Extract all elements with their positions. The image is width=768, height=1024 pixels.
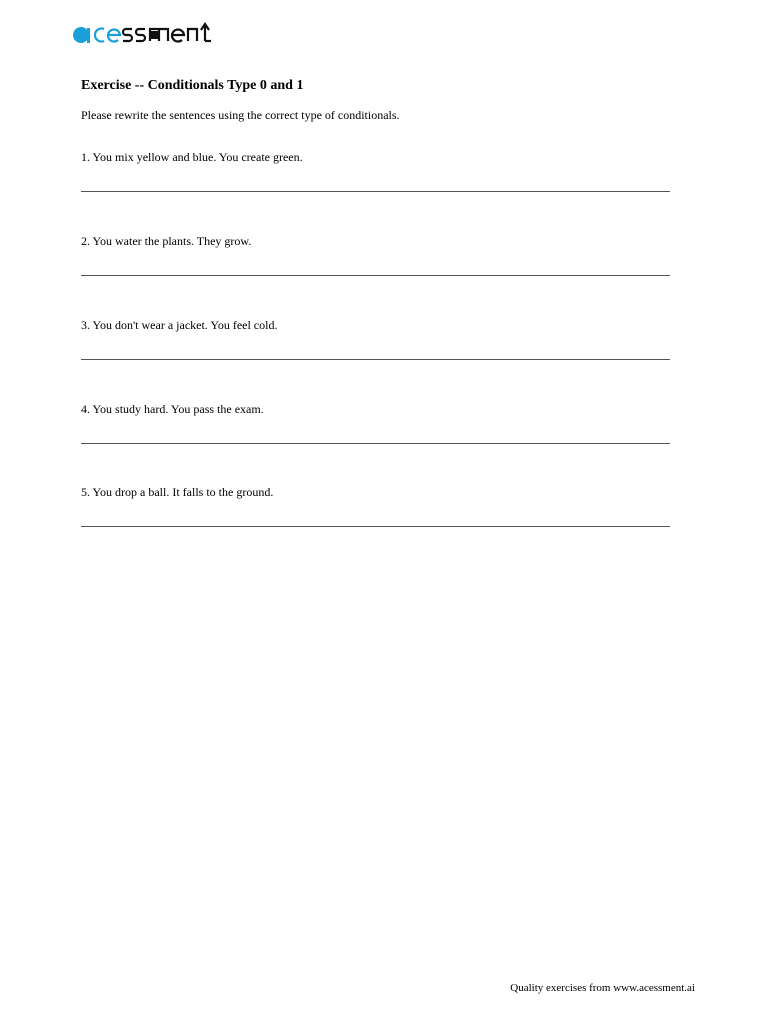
- answer-line-1[interactable]: [81, 191, 670, 192]
- acessment-logo-icon: [72, 18, 222, 50]
- question-2: 2. You water the plants. They grow.: [81, 234, 252, 248]
- question-3: 3. You don't wear a jacket. You feel cold.: [81, 318, 278, 332]
- answer-line-5[interactable]: [81, 526, 670, 527]
- instructions-text: Please rewrite the sentences using the correct type of conditionals.: [81, 108, 400, 122]
- question-4: 4. You study hard. You pass the exam.: [81, 402, 264, 416]
- acessment-logo: [72, 18, 222, 50]
- answer-line-3[interactable]: [81, 359, 670, 360]
- answer-line-2[interactable]: [81, 275, 670, 276]
- answer-line-4[interactable]: [81, 443, 670, 444]
- question-1: 1. You mix yellow and blue. You create green.: [81, 150, 303, 164]
- page-title: Exercise -- Conditionals Type 0 and 1: [81, 78, 304, 93]
- footer-text: Quality exercises from www.acessment.ai: [510, 982, 695, 994]
- question-5: 5. You drop a ball. It falls to the ground.: [81, 485, 274, 499]
